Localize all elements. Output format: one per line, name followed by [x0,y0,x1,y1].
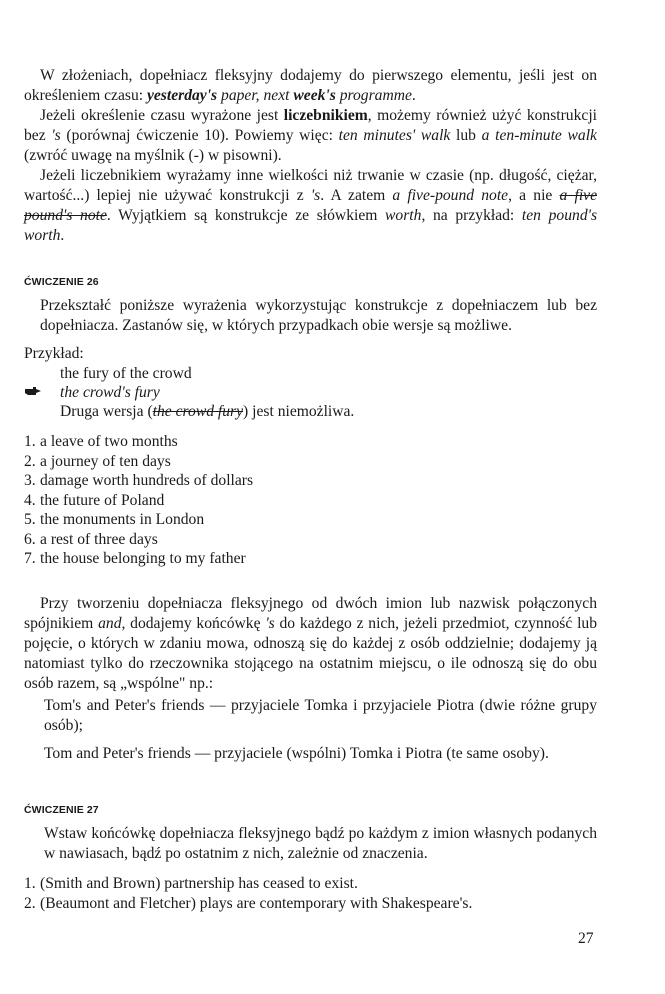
list-item [24,491,584,511]
paragraph-numerals [24,106,597,166]
item-number: 5. [24,511,36,528]
exercise-26-list [24,432,584,569]
item-number: 2. [24,894,36,912]
example-line3 [60,402,354,422]
item-number: 3. [24,472,36,489]
para2-text-a: Jeżeli określenie czasu wyrażone jest [40,107,284,124]
list-item [24,549,584,569]
exercise-26-heading: ĆWICZENIE 26 [24,276,99,288]
pointing-hand-icon [24,386,42,397]
item-text: (Smith and Brown) partnership has ceased to exist. [40,875,358,892]
para3-text-i: , na przykład: [421,207,522,224]
example-toms-and-peters: Tom's and Peter's friends — przyjaciele Tomka i przyjaciele Piotra (dwie różne grupy osób); [44,697,597,734]
term-apostrophe-s: 's [51,127,61,144]
para4-text-a: Przy tworzeniu dopełniacza fleksyjnego od dwóch imion lub nazwisk połączonych spójnikiem [24,595,597,632]
paragraph-quantities [24,166,597,246]
term-worth: worth [385,207,422,224]
term-crossed-out: a five pound's note [24,187,597,224]
item-text: damage worth hundreds of dollars [40,472,254,489]
term-ten-minute-walk: a ten-minute walk [481,127,597,144]
example-tom-and-peters: Tom and Peter's friends — przyjaciele (wspólni) Tomka i Piotra (te same osoby). [44,745,549,762]
term-apostrophe-s-2: 's [310,187,321,204]
para2-text-i: (zwróć uwagę na myślnik (-) w pisowni). [24,147,282,164]
para3-text-c: . A zatem [320,187,393,204]
item-number: 1. [24,433,36,450]
para1-period: . [411,87,416,104]
para3-text-g: . Wyjątkiem są konstrukcje ze słówkiem [106,207,386,224]
para1-line1: W złożeniach, dopełniacz fleksyjny dodajemy do pierwszego elementu, jeśli jest [40,67,574,84]
example-crowds-fury: the crowd's fury [60,384,160,401]
example-line2 [60,383,160,403]
term-ten-pounds-worth: ten pound's worth [24,207,598,244]
list-item [24,874,594,894]
item-number: 1. [24,875,36,892]
item-text: the monuments in London [40,511,205,528]
item-text: the future of Poland [40,491,165,509]
item-text: a rest of three days [40,530,158,548]
term-paper: paper, [217,87,264,104]
para4-text-c: , dodajemy końcówkę [121,615,266,632]
para4-text-e: do każdego z nich, jeżeli przedmiot, czynność lub pojęcie, o których w zdaniu mowa, odnoszą się do każdej z osób oddzielnie; dodajemy ją natomiast tylko do rzeczownika stojącego na ostatnim miejscu, o ile odnoszą się do obu osób razem, są „wspólne" np.: [24,615,597,692]
list-item [24,510,584,530]
term-liczebnikiem: liczebnikiem [283,107,368,124]
para2-text-g: lub [450,127,482,144]
term-programme: programme [335,87,412,104]
term-weeks: week's [289,87,336,104]
item-number: 6. [24,530,36,548]
example-crossed-out: the crowd fury [152,403,244,420]
para2-text-c: , możemy również użyć konstrukcji bez [24,107,597,144]
para3-text-a: Jeżeli liczebnikiem wyrażamy inne wielkości niż trwanie w czasie (np. długość, ciężar, wartość...) lepiej nie używać konstrukcji z [24,167,597,204]
para3-text-e: , a nie [508,187,560,204]
list-item [24,471,584,491]
para2-text-e: (porównaj ćwiczenie 10). Powiemy więc: [60,127,339,144]
list-item [24,530,584,550]
para1-text: on określeniem czasu: [24,67,597,104]
term-apostrophe-s-3: 's [265,615,275,632]
example-line3-a: Druga wersja ( [60,403,153,420]
exercise-27-list [24,874,594,913]
item-number: 7. [24,550,36,567]
item-number: 2. [24,452,36,470]
exercise-27-heading: ĆWICZENIE 27 [24,804,99,816]
exercise-26-instruction: Przekształć poniższe wyrażenia wykorzystując konstrukcje z dopełniaczem lub bez dopełniacza. Zastanów się, w których przypadkach obie wersje są możliwe. [40,297,597,334]
list-item [24,432,584,452]
term-five-pound-note: a five-pound note [392,187,509,204]
item-number: 4. [24,491,36,509]
example-line3-c: ) jest niemożliwa. [243,403,355,420]
page-number: 27 [578,930,594,947]
exercise-27-instruction: Wstaw końcówkę dopełniacza fleksyjnego bądź po każdym z imion własnych podanych w nawiasach, bądź po ostatnim z nich, zależnie od znaczenia. [44,825,597,862]
item-text: the house belonging to my father [40,550,246,567]
item-text: (Beaumont and Fletcher) plays are contemporary with Shakespeare's. [40,894,473,912]
paragraph-compounds [24,66,597,106]
example-label: Przykład: [24,345,84,362]
list-item [24,894,594,914]
para3-text-k: . [60,227,65,244]
term-next: next [263,87,290,104]
item-text: a journey of ten days [40,452,171,470]
term-and: and [98,615,122,632]
item-text: a leave of two months [40,433,178,450]
example-line1: the fury of the crowd [60,365,192,382]
paragraph-two-names [24,594,597,694]
term-ten-minutes-walk: ten minutes' walk [338,127,451,144]
list-item [24,452,584,472]
term-yesterdays: yesterday's [146,87,218,104]
